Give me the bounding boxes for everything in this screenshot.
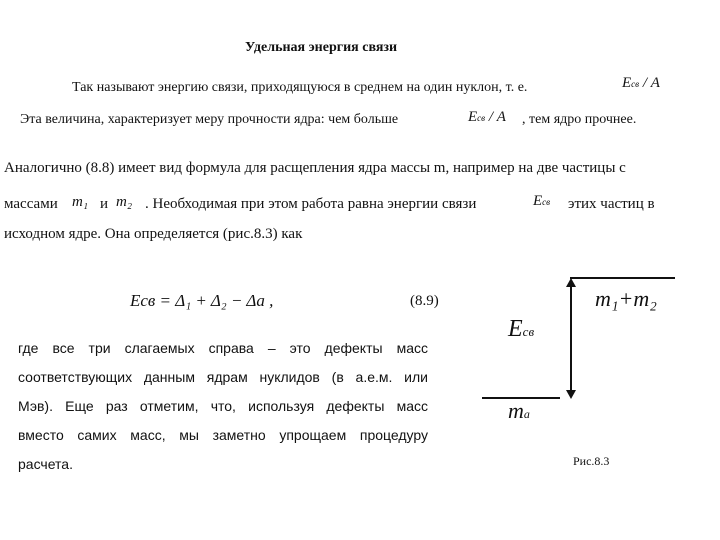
para2-line3: исходном ядре. Она определяется (рис.8.3) как bbox=[4, 226, 303, 242]
para2-line1: Аналогично (8.8) имеет вид формула для расщепления ядра массы m, например на две частицы с bbox=[4, 160, 626, 176]
formula-sub-2: св bbox=[477, 113, 486, 123]
figure-caption: Рис.8.3 bbox=[573, 454, 610, 468]
formula-rest-2: / A bbox=[485, 109, 506, 125]
para3-line5: расчета. bbox=[18, 456, 73, 472]
para3-line3: Мэв). Еще раз отметим, что, используя дефекты масс bbox=[18, 398, 428, 414]
para3-line4: вместо самих масс, мы заметно упрощаем процедуру bbox=[18, 427, 428, 443]
para3-line2: соответствующих данным ядрам нуклидов (в а.е.м. или bbox=[18, 369, 428, 385]
energy-label-E: E bbox=[508, 316, 523, 342]
formula-sub-3: св bbox=[542, 197, 551, 207]
para2-and: и bbox=[100, 196, 109, 212]
para2-line2-c: этих частиц в bbox=[568, 196, 655, 212]
para1-line2-a: Эта величина, характеризует меру прочности ядра: чем больше bbox=[20, 112, 399, 127]
para1-line2-b: , тем ядро прочнее. bbox=[522, 112, 637, 127]
formula-E-2: E bbox=[468, 109, 478, 125]
equation-number: (8.9) bbox=[410, 293, 439, 309]
energy-label bbox=[508, 316, 534, 343]
energy-label-sub: св bbox=[522, 324, 535, 339]
lower-label-sub: a bbox=[523, 407, 530, 421]
formula-E-3: E bbox=[533, 193, 543, 209]
formula-inline-2 bbox=[468, 108, 506, 126]
formula-E: E bbox=[622, 75, 632, 91]
formula-sub: св bbox=[631, 79, 640, 89]
formula-rest: / A bbox=[639, 75, 660, 91]
arrow-down-icon bbox=[566, 390, 576, 399]
para2-line2-b: . Необходимая при этом работа равна энергии связи bbox=[145, 196, 477, 212]
energy-diagram bbox=[470, 260, 720, 480]
arrow-up-icon bbox=[566, 278, 576, 287]
formula-inline-3 bbox=[533, 192, 550, 210]
para3-line1: где все три слагаемых справа – это дефекты масс bbox=[18, 340, 428, 356]
formula-inline-1 bbox=[622, 74, 660, 92]
page-title: Удельная энергия связи bbox=[245, 40, 398, 55]
mass-m2: m₂ bbox=[116, 194, 133, 210]
arrow-shaft bbox=[570, 280, 572, 394]
mass-m1: m₁ bbox=[72, 194, 89, 210]
para2-line2-a: массами bbox=[4, 196, 58, 212]
upper-level-label: m₁+m₂ bbox=[595, 286, 657, 311]
para1-line1: Так называют энергию связи, приходящуюся в среднем на один нуклон, т. е. bbox=[72, 80, 528, 95]
upper-level-line bbox=[570, 277, 675, 279]
lower-label-m: m bbox=[508, 398, 524, 423]
lower-level-label bbox=[508, 398, 530, 424]
equation: Eсв = Δ₁ + Δ₂ − Δa , bbox=[130, 291, 274, 310]
